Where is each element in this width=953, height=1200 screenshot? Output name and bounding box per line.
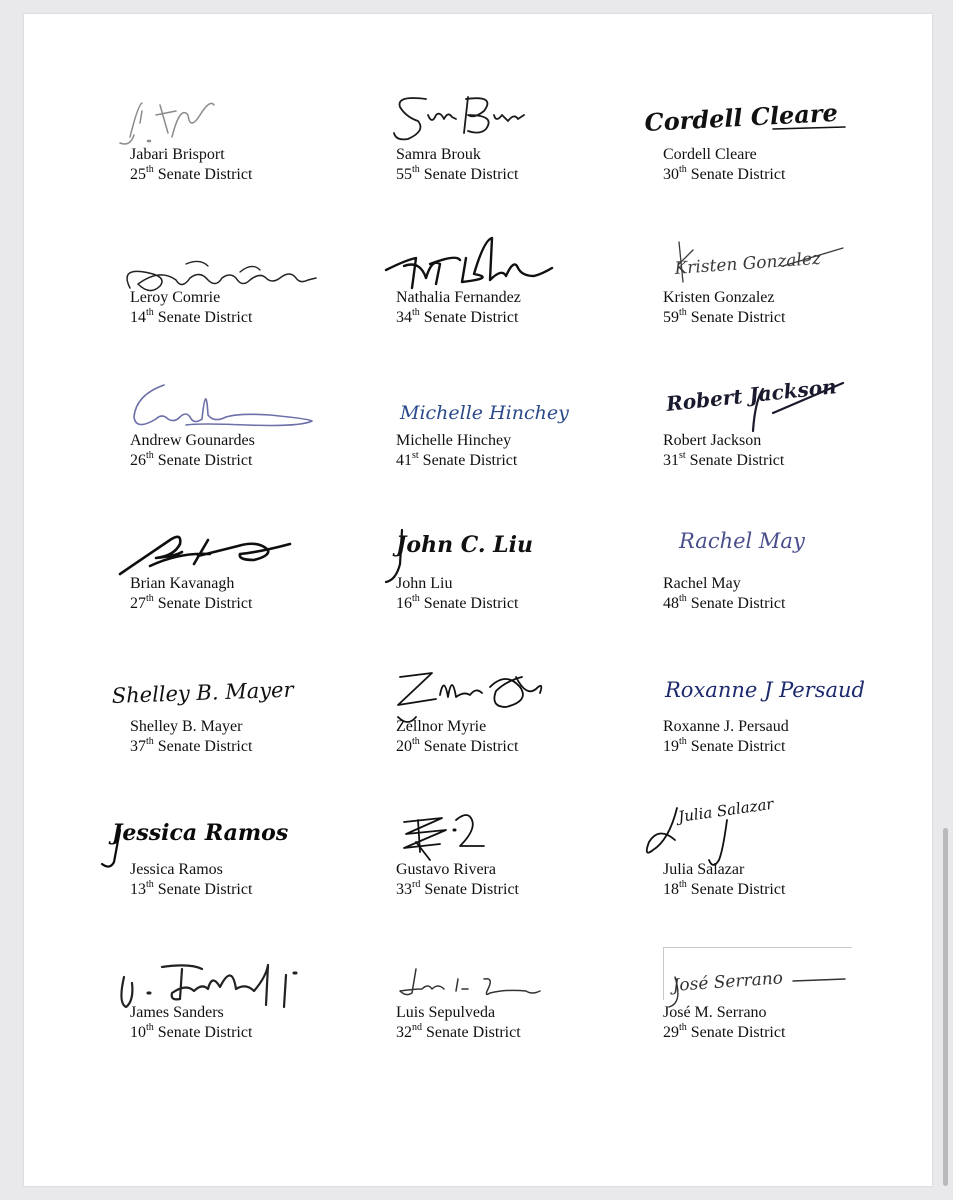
- signer-name: James Sanders: [130, 1004, 224, 1021]
- signature-stroke: [121, 965, 286, 1007]
- signer-name: Julia Salazar: [663, 861, 745, 878]
- signature-stroke: [134, 385, 312, 426]
- signer-district: 33rd Senate District: [396, 878, 519, 898]
- signer-name: Kristen Gonzalez: [663, 289, 775, 306]
- signer-district: 59th Senate District: [663, 306, 786, 326]
- signature-script: John C. Liu: [396, 532, 533, 558]
- signer-name: Rachel May: [663, 575, 741, 592]
- signer-name: Michelle Hinchey: [396, 432, 512, 449]
- signer-block: [663, 968, 903, 1133]
- signer-district: 26th Senate District: [130, 449, 253, 469]
- signer-name: Andrew Gounardes: [130, 432, 255, 449]
- signature-stroke: [394, 97, 524, 139]
- signature-image: [623, 790, 873, 882]
- signer-name: Roxanne J. Persaud: [663, 718, 789, 735]
- signature-script: José Serrano: [671, 968, 784, 996]
- signer-district: 10th Senate District: [130, 1021, 253, 1041]
- signer-district: 55th Senate District: [396, 163, 519, 183]
- signature-image: [356, 504, 606, 596]
- signature-image: [356, 75, 606, 167]
- document-page: [24, 14, 932, 1186]
- signature-image: [623, 504, 873, 596]
- signature-script: Jessica Ramos: [112, 820, 289, 846]
- signer-district: 34th Senate District: [396, 306, 519, 326]
- signature-stroke: [186, 261, 260, 272]
- signer-district: 19th Senate District: [663, 735, 786, 755]
- signer-block: [396, 1003, 636, 1133]
- signer-district: 14th Senate District: [130, 306, 253, 326]
- signature-script: Rachel May: [679, 529, 805, 553]
- signature-stroke: [386, 238, 552, 288]
- signer-district: 48th Senate District: [663, 592, 786, 612]
- signer-district: 31st Senate District: [663, 449, 785, 469]
- signer-district: 25th Senate District: [130, 163, 253, 183]
- signer-district: 20th Senate District: [396, 735, 519, 755]
- signer-district: 41st Senate District: [396, 449, 518, 469]
- signer-name: Brian Kavanagh: [130, 575, 235, 592]
- signer-block: [130, 1003, 370, 1133]
- signer-district: 27th Senate District: [130, 592, 253, 612]
- signature-script: Michelle Hinchey: [400, 402, 569, 424]
- signer-district: 16th Senate District: [396, 592, 519, 612]
- signature-stroke: [404, 815, 484, 860]
- signer-name: Cordell Cleare: [663, 146, 757, 163]
- signer-name: Jessica Ramos: [130, 861, 223, 878]
- vertical-scrollbar[interactable]: [943, 828, 948, 1186]
- signer-name: Shelley B. Mayer: [130, 718, 243, 735]
- signer-district: 32nd Senate District: [396, 1021, 521, 1041]
- signature-stroke: [398, 673, 541, 722]
- signer-district: 37th Senate District: [130, 735, 253, 755]
- signer-district: 29th Senate District: [663, 1021, 786, 1041]
- signer-name: Luis Sepulveda: [396, 1004, 496, 1021]
- signer-district: 30th Senate District: [663, 163, 786, 183]
- signer-district: 13th Senate District: [130, 878, 253, 898]
- signature-script: Julia Salazar: [677, 794, 775, 826]
- signature-stroke: [120, 103, 214, 144]
- signature-stroke: [400, 969, 540, 995]
- signature-script: Roxanne J Persaud: [665, 678, 865, 702]
- signer-name: Robert Jackson: [663, 432, 762, 449]
- signer-name: Zellnor Myrie: [396, 718, 487, 735]
- signature-script: Cordell Cleare: [643, 97, 839, 137]
- signer-name: José M. Serrano: [663, 1004, 767, 1021]
- signer-name: John Liu: [396, 575, 453, 592]
- signature-script: Kristen Gonzalez: [673, 248, 822, 279]
- signer-name: Nathalia Fernandez: [396, 289, 521, 306]
- signer-name: Gustavo Rivera: [396, 861, 496, 878]
- signer-name: Samra Brouk: [396, 146, 481, 163]
- signature-script: Shelley B. Mayer: [111, 677, 294, 708]
- signer-name: Leroy Comrie: [130, 289, 221, 306]
- signer-name: Jabari Brisport: [130, 146, 225, 163]
- signer-district: 18th Senate District: [663, 878, 786, 898]
- signature-script: Robert Jackson: [665, 374, 838, 416]
- signature-stroke: [120, 537, 290, 574]
